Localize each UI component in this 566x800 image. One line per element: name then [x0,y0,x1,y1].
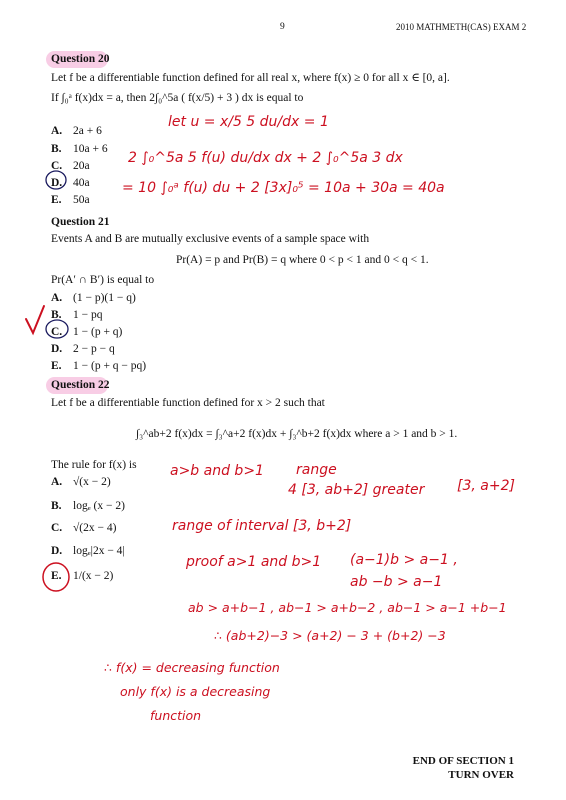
option-letter: D. [51,177,63,189]
q22-handwriting-5: range of interval [3, b+2] [172,518,352,534]
option-text: √(x − 2) [73,476,111,488]
option-text: 2a + 6 [73,125,102,137]
q22-handwriting-9: ab > a+b−1 , ab−1 > a+b−2 , ab−1 > a−1 +b−1 [188,600,507,615]
option-letter: B. [51,309,62,321]
q22-handwriting-10: ∴ (ab+2)−3 > (a+2) − 3 + (b+2) −3 [214,628,446,643]
circle-mark-q21-c [46,320,68,338]
option-text: logₑ|2x − 4| [73,545,125,557]
q22-handwriting-7: (a−1)b > a−1 , [350,552,458,568]
option-text: logₑ (x − 2) [73,500,125,512]
q22-handwriting-13: function [150,708,202,723]
q21-prompt: Pr(A′ ∩ B′) is equal to [51,274,155,286]
option-letter: E. [51,194,62,206]
option-text: 1 − (p + q) [73,326,123,338]
q22-handwriting-6: proof a>1 and b>1 [186,554,322,570]
q22-handwriting-12: only f(x) is a decreasing [120,684,271,699]
q21-stem: Events A and B are mutually exclusive events of a sample space with [51,233,370,245]
q20-stem: Let f be a differentiable function defined for all real x, where f(x) ≥ 0 for all x ∈ [0, a]. [51,72,450,84]
q20-handwriting-3: = 10 ∫₀ᵃ f(u) du + 2 [3x]₀⁵ = 10a + 30a = 40a [122,180,445,196]
option-letter: E. [51,360,62,372]
q22-prompt: The rule for f(x) is [51,459,137,471]
option-letter: C. [51,326,63,338]
option-text: 40a [73,177,90,189]
q22-handwriting-1: a>b and b>1 [170,463,264,479]
end-of-section: END OF SECTION 1 [412,755,514,767]
option-letter: C. [51,522,63,534]
q22-handwriting-8: ab −b > a−1 [350,574,443,590]
q22-handwriting-3: 4 [3, ab+2] greater [288,482,425,498]
option-text: 1 − pq [73,309,103,321]
q21-condition: Pr(A) = p and Pr(B) = q where 0 < p < 1 and 0 < q < 1. [176,254,429,266]
option-text: 20a [73,160,90,172]
option-letter: A. [51,292,63,304]
option-letter: A. [51,476,63,488]
q22-integral-line: ∫₃^ab+2 f(x)dx = ∫₃^a+2 f(x)dx + ∫₃^b+2 f(x)dx where a > 1 and b > 1. [136,428,458,440]
q22-title: Question 22 [51,379,110,391]
q21-title: Question 21 [51,216,110,228]
circle-mark-q20-d [46,171,66,189]
option-text: √(2x − 4) [73,522,117,534]
option-letter: A. [51,125,63,137]
q22-stem: Let f be a differentiable function defined for x > 2 such that [51,397,325,409]
q20-handwriting-2: 2 ∫₀^5a 5 f(u) du/dx dx + 2 ∫₀^5a 3 dx [128,150,403,166]
q22-handwriting-2: range [296,462,337,478]
exam-title: 2010 MATHMETH(CAS) EXAM 2 [396,22,527,32]
q22-handwriting-4: [3, a+2] [457,478,515,494]
option-letter: B. [51,143,62,155]
option-letter: D. [51,343,63,355]
turn-over: TURN OVER [448,769,514,781]
option-text: (1 − p)(1 − q) [73,292,136,304]
option-letter: C. [51,160,63,172]
option-letter: E. [51,570,62,582]
q20-handwriting-1: let u = x/5 5 du/dx = 1 [168,114,329,130]
option-text: 10a + 6 [73,143,108,155]
option-letter: B. [51,500,62,512]
q22-handwriting-11: ∴ f(x) = decreasing function [104,660,280,675]
q20-integral-line: If ∫₀ᵃ f(x)dx = a, then 2∫₀^5a ( f(x/5) + 3 ) dx is equal to [51,92,304,104]
q20-title: Question 20 [51,53,110,65]
option-text: 1 − (p + q − pq) [73,360,147,372]
page-number: 9 [280,22,285,32]
checkmark-icon [26,306,44,333]
option-letter: D. [51,545,63,557]
option-text: 50a [73,194,90,206]
option-text: 2 − p − q [73,343,115,355]
option-text: 1/(x − 2) [73,570,114,582]
circle-mark-q22-e [43,563,69,591]
